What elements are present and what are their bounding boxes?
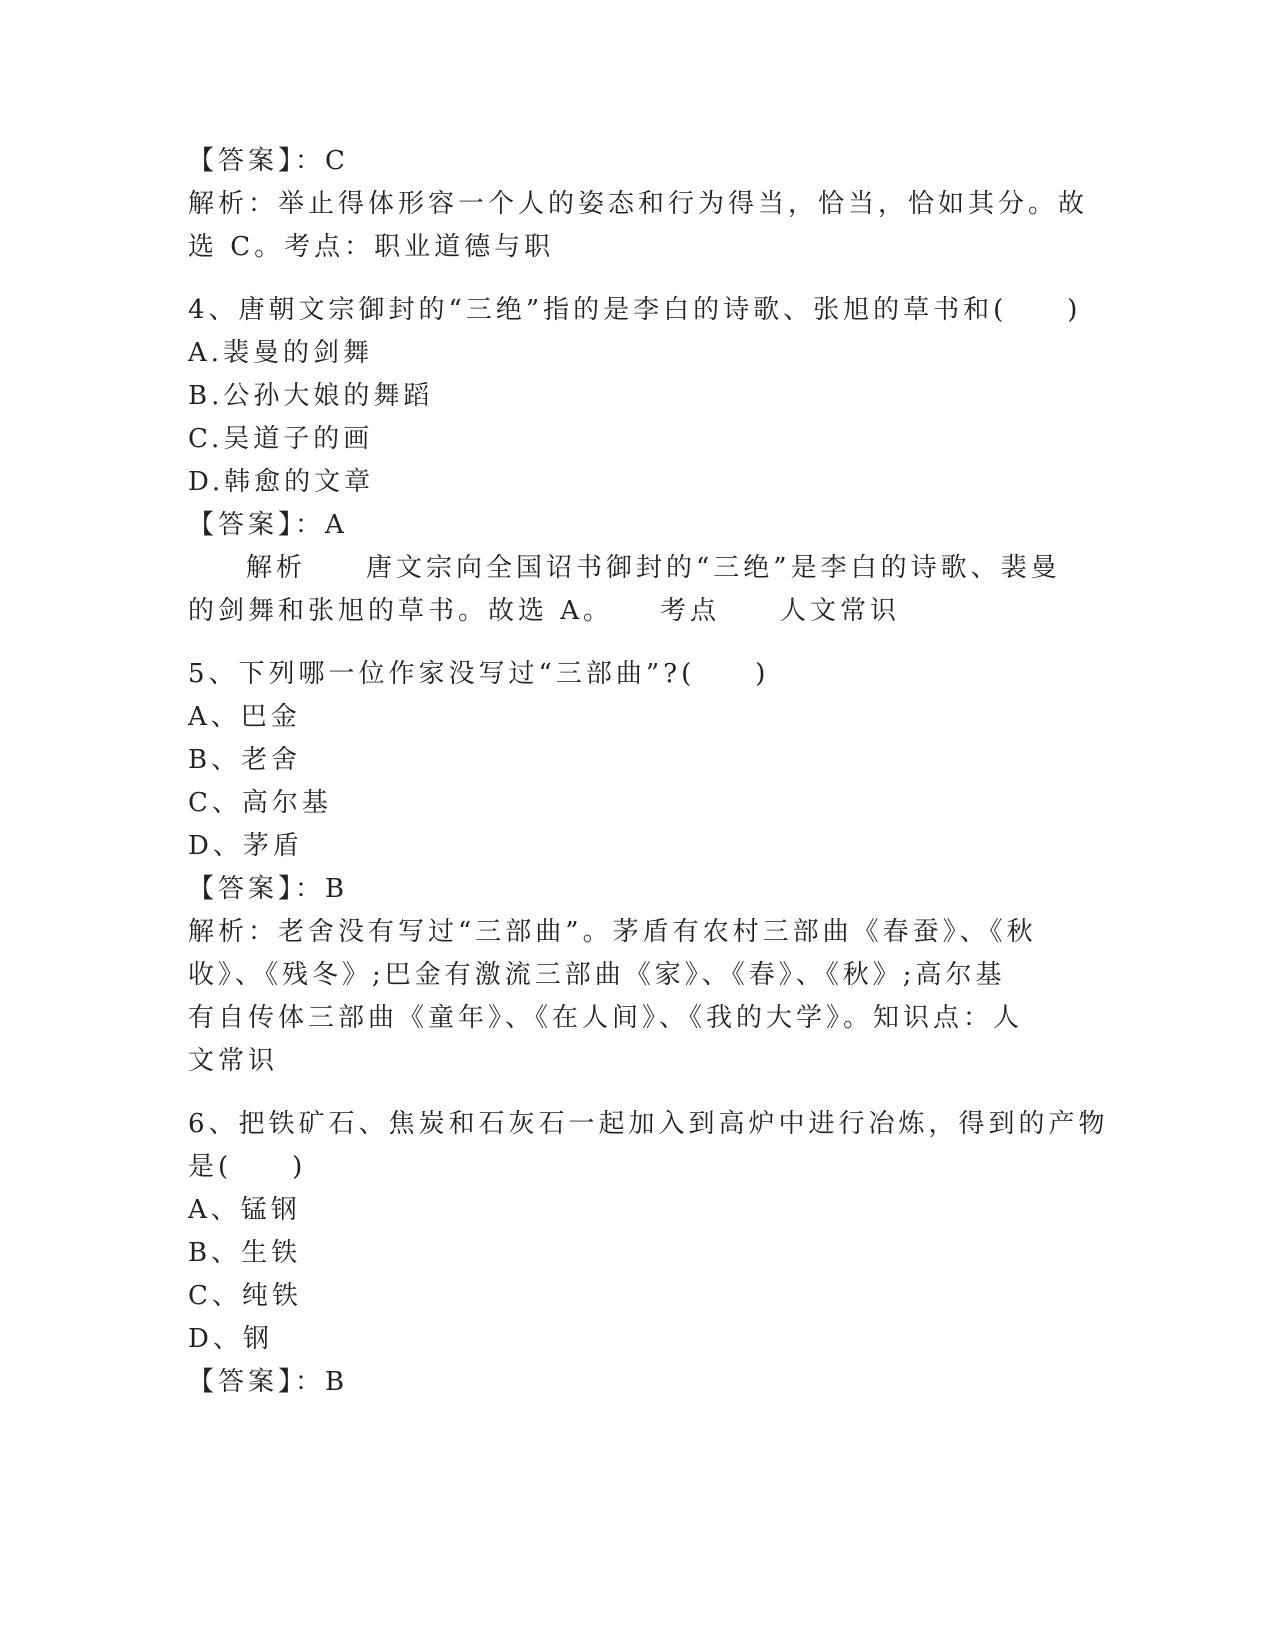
- question-stem: 是( ): [188, 1152, 307, 1182]
- analysis-line: 有自传体三部曲《童年》、《在人间》、《我的大学》。知识点：人: [188, 1003, 1024, 1033]
- question-5: [188, 653, 1068, 1083]
- document-page: [188, 140, 1109, 1404]
- option-a: A、巴金: [188, 702, 301, 732]
- option-d: D.韩愈的文章: [188, 467, 375, 497]
- question-4: [188, 289, 1082, 633]
- option-d: D、茅盾: [188, 831, 303, 861]
- analysis-line: 的剑舞和张旭的草书。故选 A。 考点 人文常识: [188, 596, 901, 626]
- option-b: B、老舍: [188, 745, 302, 775]
- analysis-line: 文常识: [188, 1046, 279, 1076]
- question-stem: 6、把铁矿石、焦炭和石灰石一起加入到高炉中进行冶炼，得到的产物: [188, 1109, 1109, 1139]
- option-b: B、生铁: [188, 1238, 302, 1268]
- answer-line: 【答案】：B: [188, 874, 349, 904]
- answer-line: 【答案】：C: [188, 146, 349, 176]
- option-c: C、高尔基: [188, 788, 332, 818]
- question-stem: 4、唐朝文宗御封的“三绝”指的是李白的诗歌、张旭的草书和( ): [188, 295, 1082, 325]
- option-d: D、钢: [188, 1324, 273, 1354]
- option-c: C.吴道子的画: [188, 424, 374, 454]
- option-a: A、锰钢: [188, 1195, 301, 1225]
- answer-line: 【答案】：A: [188, 510, 348, 540]
- option-a: A.裴曼的剑舞: [188, 338, 374, 368]
- answer-line: 【答案】：B: [188, 1367, 349, 1397]
- analysis-line: 选 C。考点：职业道德与职: [188, 232, 555, 262]
- analysis-line: 收》、《残冬》;巴金有激流三部曲《家》、《春》、《秋》;高尔基: [188, 960, 1006, 990]
- question-6: [188, 1103, 1109, 1404]
- analysis-line: 解析 唐文宗向全国诏书御封的“三绝”是李白的诗歌、裴曼: [246, 553, 1061, 583]
- answer-block-q3: [188, 140, 1089, 269]
- analysis-line: 解析：举止得体形容一个人的姿态和行为得当，恰当，恰如其分。故: [188, 189, 1089, 219]
- question-stem: 5、下列哪一位作家没写过“三部曲”?( ): [188, 659, 770, 689]
- analysis-line: 解析：老舍没有写过“三部曲”。茅盾有农村三部曲《春蚕》、《秋: [188, 917, 1037, 947]
- option-b: B.公孙大娘的舞蹈: [188, 381, 434, 411]
- option-c: C、纯铁: [188, 1281, 302, 1311]
